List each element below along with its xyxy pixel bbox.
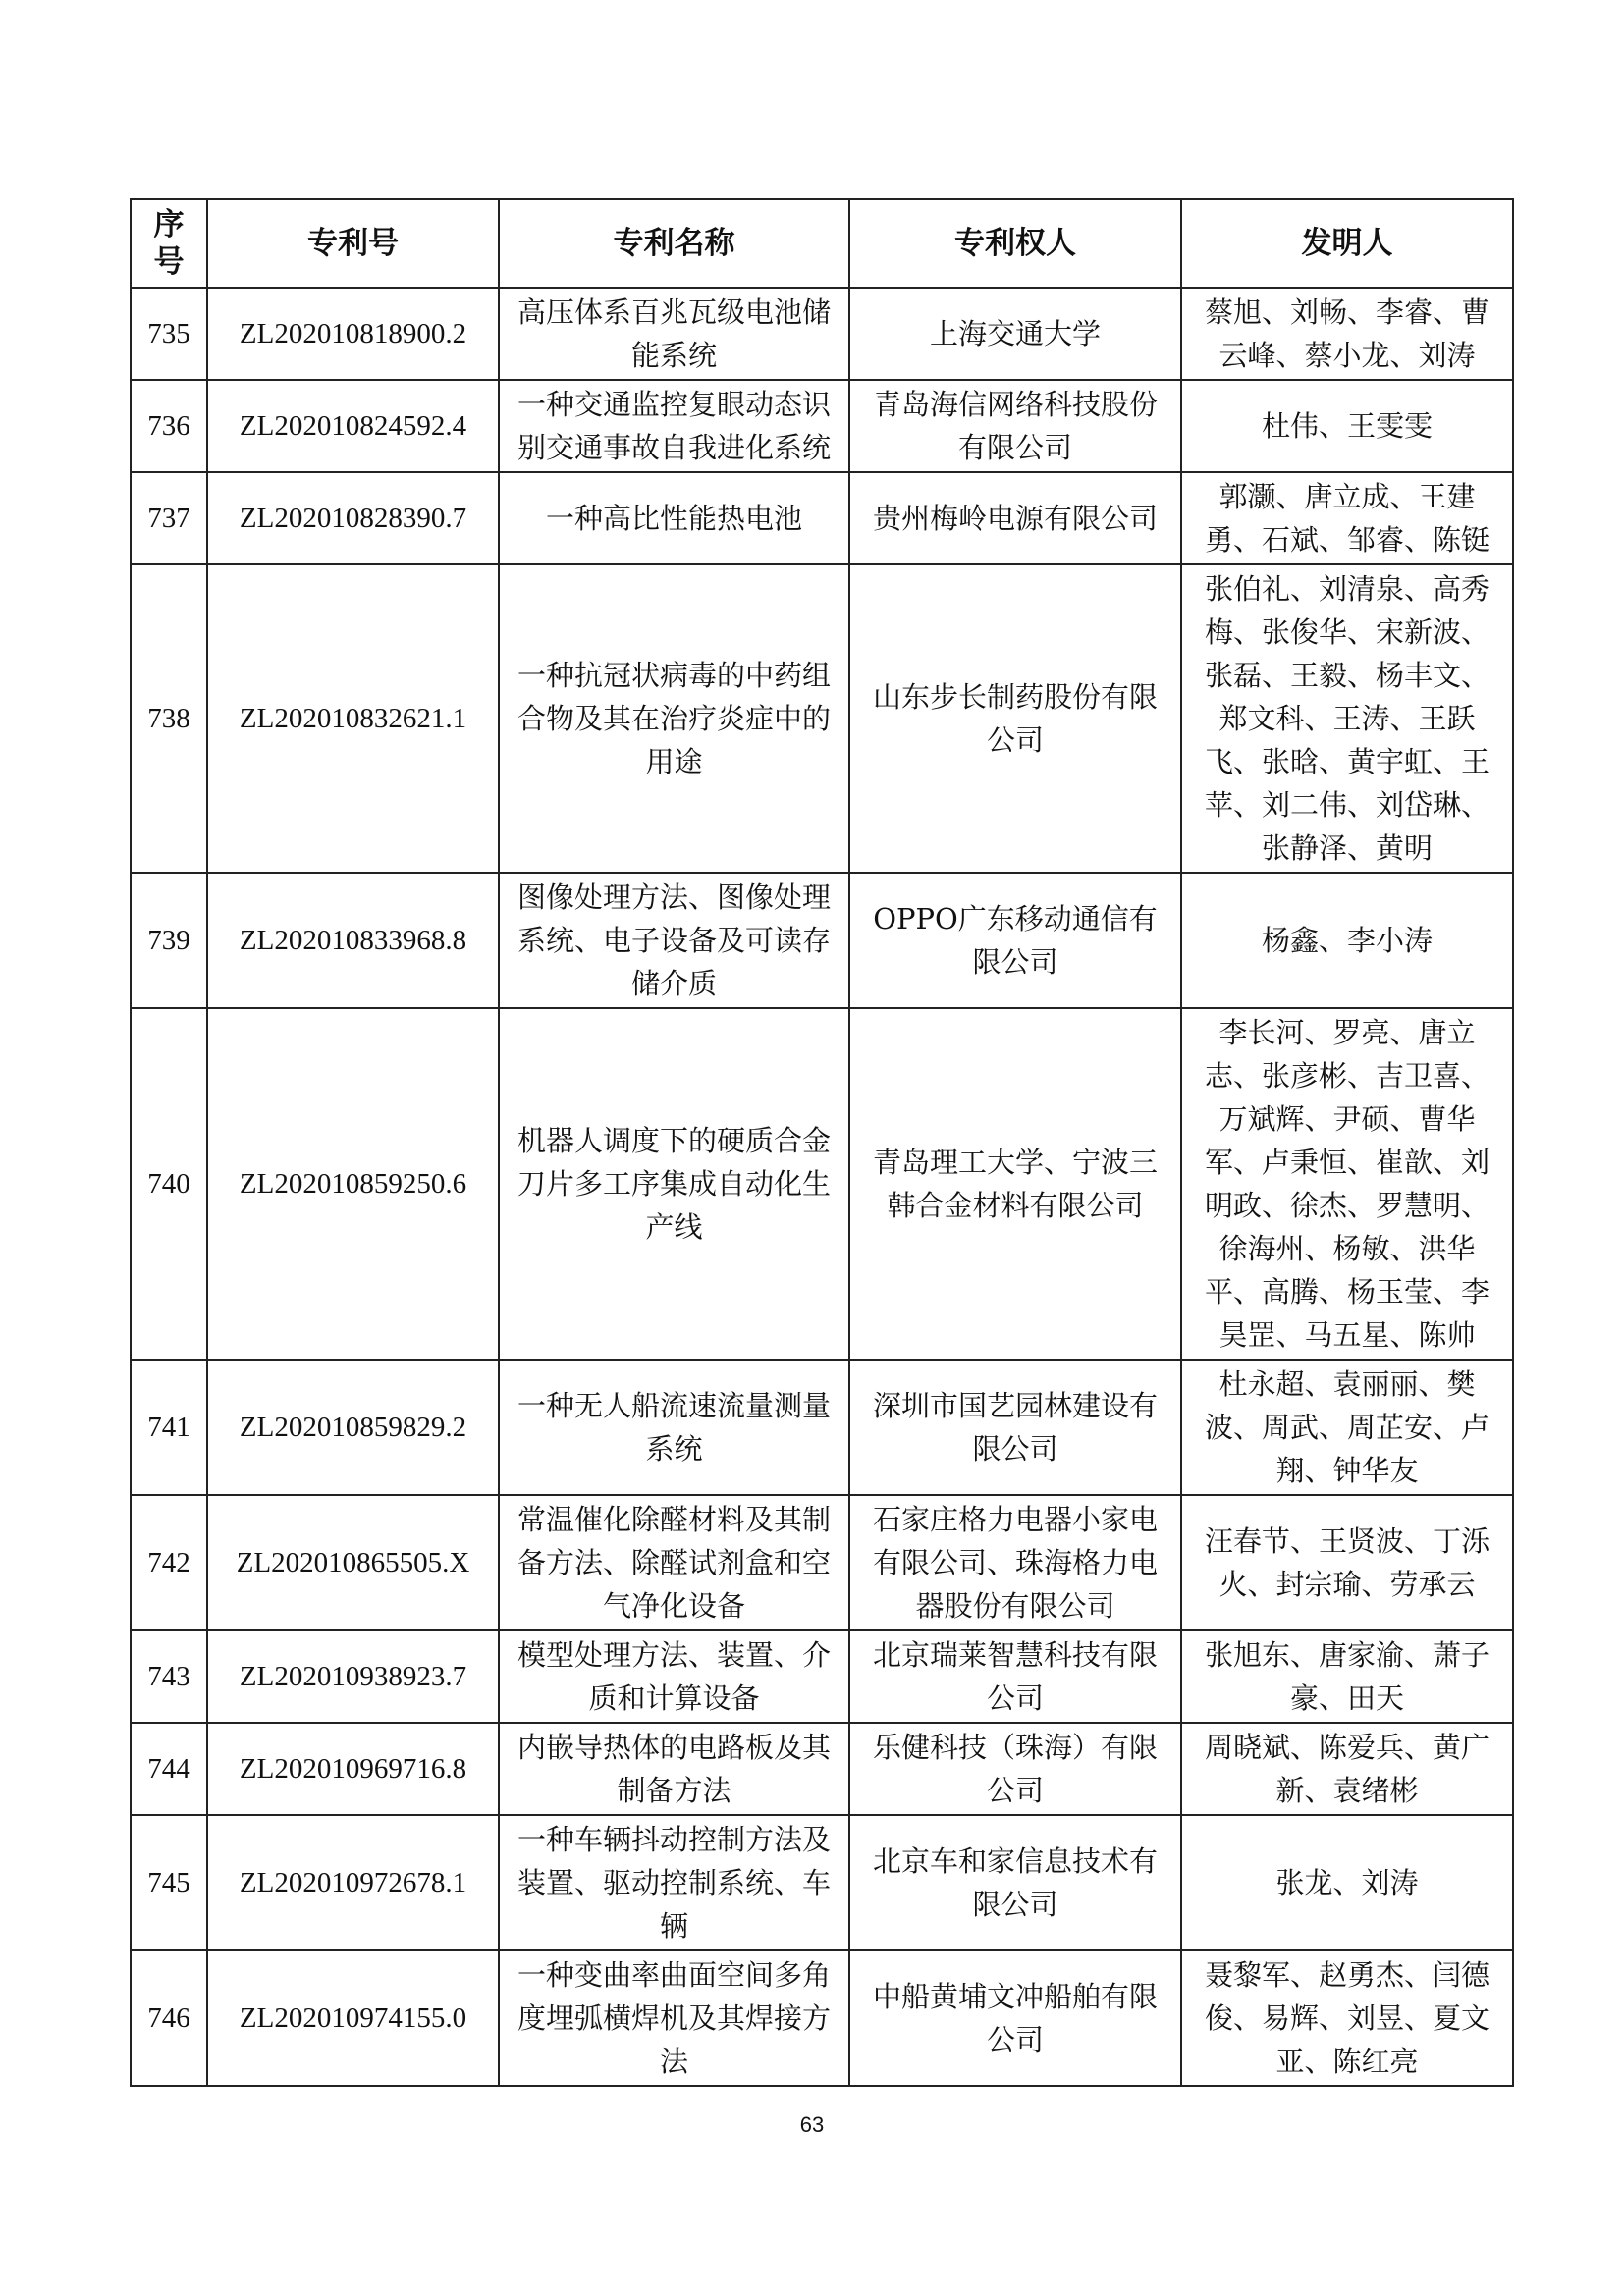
table-row [131, 1630, 1513, 1723]
cell-inventors: 周晓斌、陈爱兵、黄广新、袁绪彬 [1181, 1723, 1513, 1815]
cell-patent-title: 一种抗冠状病毒的中药组合物及其在治疗炎症中的用途 [499, 564, 849, 873]
cell-patent-id: ZL202010974155.0 [207, 1950, 499, 2086]
cell-patent-holder: 乐健科技（珠海）有限公司 [849, 1723, 1181, 1815]
table-row [131, 1360, 1513, 1495]
cell-patent-id: ZL202010859250.6 [207, 1008, 499, 1360]
cell-patent-title: 机器人调度下的硬质合金刀片多工序集成自动化生产线 [499, 1008, 849, 1360]
cell-serial: 743 [131, 1630, 207, 1723]
cell-inventors: 汪春节、王贤波、丁泺火、封宗瑜、劳承云 [1181, 1495, 1513, 1630]
cell-patent-id: ZL202010832621.1 [207, 564, 499, 873]
cell-patent-title: 内嵌导热体的电路板及其制备方法 [499, 1723, 849, 1815]
header-serial: 序号 [131, 199, 207, 288]
cell-patent-id: ZL202010865505.X [207, 1495, 499, 1630]
cell-inventors: 蔡旭、刘畅、李睿、曹云峰、蔡小龙、刘涛 [1181, 288, 1513, 380]
page-number: 63 [799, 2112, 825, 2137]
cell-serial: 735 [131, 288, 207, 380]
table-header-row [131, 199, 1513, 288]
cell-patent-title: 一种高比性能热电池 [499, 472, 849, 564]
cell-patent-title: 一种无人船流速流量测量系统 [499, 1360, 849, 1495]
cell-serial: 741 [131, 1360, 207, 1495]
cell-serial: 746 [131, 1950, 207, 2086]
cell-patent-holder: 北京瑞莱智慧科技有限公司 [849, 1630, 1181, 1723]
cell-patent-title: 图像处理方法、图像处理系统、电子设备及可读存储介质 [499, 873, 849, 1008]
cell-patent-title: 高压体系百兆瓦级电池储能系统 [499, 288, 849, 380]
cell-patent-id: ZL202010938923.7 [207, 1630, 499, 1723]
cell-patent-holder: 北京车和家信息技术有限公司 [849, 1815, 1181, 1950]
cell-inventors: 张伯礼、刘清泉、高秀梅、张俊华、宋新波、张磊、王毅、杨丰文、郑文科、王涛、王跃飞、张晗、黄宇虹、王苹、刘二伟、刘岱琳、张静泽、黄明 [1181, 564, 1513, 873]
cell-patent-id: ZL202010828390.7 [207, 472, 499, 564]
table-row [131, 1723, 1513, 1815]
header-inventors: 发明人 [1181, 199, 1513, 288]
table-row [131, 873, 1513, 1008]
table-row [131, 564, 1513, 873]
cell-inventors: 杜永超、袁丽丽、樊波、周武、周芷安、卢翔、钟华友 [1181, 1360, 1513, 1495]
cell-serial: 736 [131, 380, 207, 472]
cell-patent-id: ZL202010859829.2 [207, 1360, 499, 1495]
cell-patent-title: 一种变曲率曲面空间多角度埋弧横焊机及其焊接方法 [499, 1950, 849, 2086]
cell-serial: 745 [131, 1815, 207, 1950]
cell-serial: 738 [131, 564, 207, 873]
cell-patent-holder: OPPO广东移动通信有限公司 [849, 873, 1181, 1008]
cell-serial: 737 [131, 472, 207, 564]
cell-serial: 739 [131, 873, 207, 1008]
cell-patent-holder: 贵州梅岭电源有限公司 [849, 472, 1181, 564]
table-row [131, 472, 1513, 564]
cell-inventors: 张龙、刘涛 [1181, 1815, 1513, 1950]
cell-patent-title: 一种交通监控复眼动态识别交通事故自我进化系统 [499, 380, 849, 472]
cell-patent-id: ZL202010969716.8 [207, 1723, 499, 1815]
table-row [131, 288, 1513, 380]
patent-table [130, 198, 1514, 2087]
cell-patent-holder: 石家庄格力电器小家电有限公司、珠海格力电器股份有限公司 [849, 1495, 1181, 1630]
cell-patent-id: ZL202010833968.8 [207, 873, 499, 1008]
table-row [131, 1008, 1513, 1360]
cell-inventors: 张旭东、唐家渝、萧子豪、田天 [1181, 1630, 1513, 1723]
cell-inventors: 杨鑫、李小涛 [1181, 873, 1513, 1008]
cell-patent-holder: 上海交通大学 [849, 288, 1181, 380]
table-row [131, 380, 1513, 472]
header-patent-id: 专利号 [207, 199, 499, 288]
cell-patent-title: 一种车辆抖动控制方法及装置、驱动控制系统、车辆 [499, 1815, 849, 1950]
cell-patent-id: ZL202010818900.2 [207, 288, 499, 380]
cell-serial: 744 [131, 1723, 207, 1815]
cell-patent-title: 模型处理方法、装置、介质和计算设备 [499, 1630, 849, 1723]
cell-inventors: 李长河、罗亮、唐立志、张彦彬、吉卫喜、万斌辉、尹硕、曹华军、卢秉恒、崔歆、刘明政、徐杰、罗慧明、徐海州、杨敏、洪华平、高腾、杨玉莹、李昊罡、马五星、陈帅 [1181, 1008, 1513, 1360]
cell-patent-holder: 深圳市国艺园林建设有限公司 [849, 1360, 1181, 1495]
cell-serial: 740 [131, 1008, 207, 1360]
table-row [131, 1815, 1513, 1950]
cell-patent-holder: 青岛海信网络科技股份有限公司 [849, 380, 1181, 472]
cell-patent-id: ZL202010972678.1 [207, 1815, 499, 1950]
cell-inventors: 郭灏、唐立成、王建勇、石斌、邹睿、陈铤 [1181, 472, 1513, 564]
cell-patent-holder: 中船黄埔文冲船舶有限公司 [849, 1950, 1181, 2086]
cell-inventors: 杜伟、王雯雯 [1181, 380, 1513, 472]
table-row [131, 1495, 1513, 1630]
header-patent-title: 专利名称 [499, 199, 849, 288]
cell-patent-holder: 山东步长制药股份有限公司 [849, 564, 1181, 873]
cell-patent-holder: 青岛理工大学、宁波三韩合金材料有限公司 [849, 1008, 1181, 1360]
cell-inventors: 聂黎军、赵勇杰、闫德俊、易辉、刘昱、夏文亚、陈红亮 [1181, 1950, 1513, 2086]
cell-patent-id: ZL202010824592.4 [207, 380, 499, 472]
cell-serial: 742 [131, 1495, 207, 1630]
table-row [131, 1950, 1513, 2086]
cell-patent-title: 常温催化除醛材料及其制备方法、除醛试剂盒和空气净化设备 [499, 1495, 849, 1630]
header-patent-holder: 专利权人 [849, 199, 1181, 288]
